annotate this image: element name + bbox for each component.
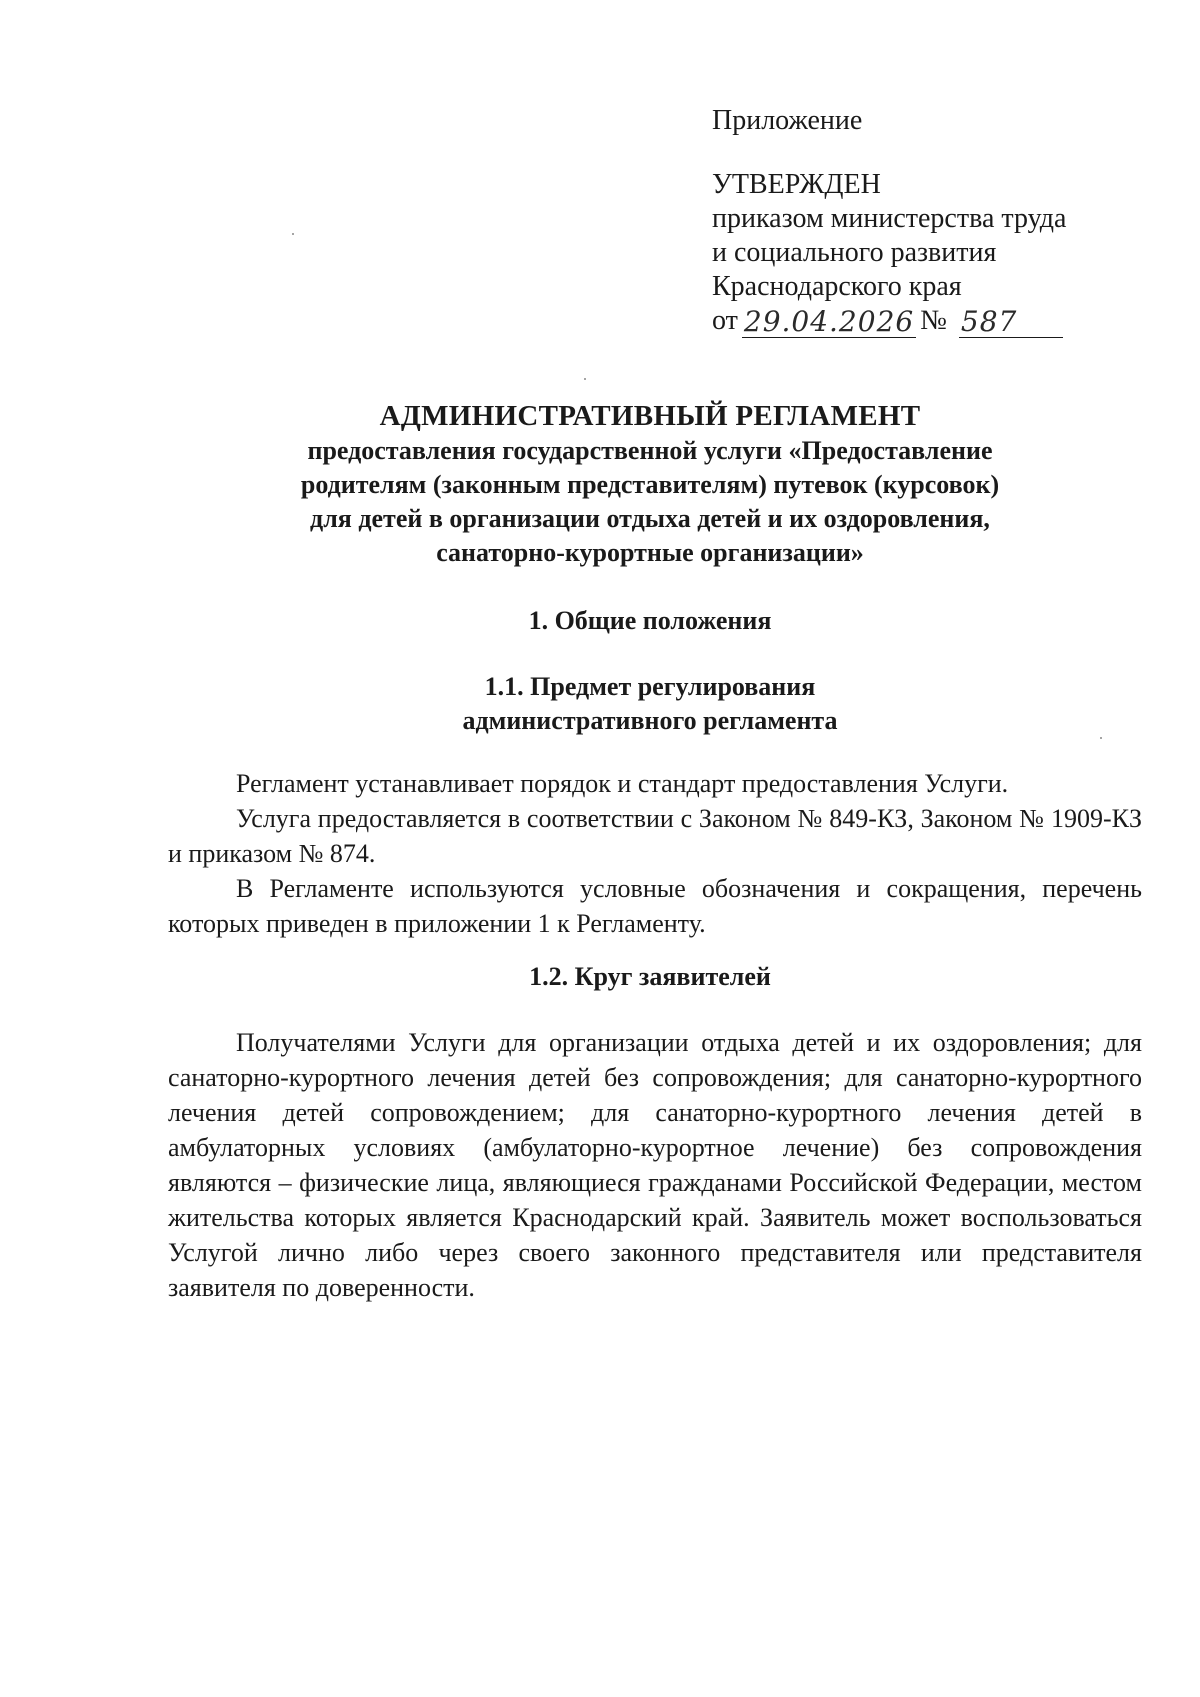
section-heading-general: 1. Общие положения (528, 606, 772, 635)
title-sub-line-3: для детей в организации отдыха детей и их оздоровления, (310, 504, 990, 533)
subsection-heading-applicants: 1.2. Круг заявителей (529, 962, 771, 991)
handwritten-date: 29.04.2026 (743, 305, 915, 338)
paragraph-subject-2: Услуга предоставляется в соответствии с Законом № 849-КЗ, Законом № 1909-КЗ и приказом № 874. (168, 804, 1142, 868)
title-sub-line-1: предоставления государственной услуги «Предоставление (307, 436, 993, 465)
date-prefix: от (712, 305, 738, 336)
appendix-label: Приложение (712, 105, 863, 136)
document-title (150, 398, 1150, 570)
title-sub-line-2: родителям (законным представителям) путевок (курсовок) (300, 470, 1000, 499)
approved-line-2: и социального развития (712, 237, 997, 268)
number-sign: № (920, 305, 947, 336)
order-date-number (712, 304, 1132, 338)
scan-speck (292, 233, 294, 235)
subsection-heading-subject-1: 1.1. Предмет регулирования (484, 672, 816, 701)
paragraph-subject-1: Регламент устанавливает порядок и стандарт предоставления Услуги. (236, 769, 1009, 798)
approval-block (712, 104, 1132, 338)
scan-speck (584, 378, 586, 380)
paragraph-subject-3: В Регламенте используются условные обозначения и сокращения, перечень которых приведен в приложении 1 к Регламенту. (168, 874, 1142, 938)
title-main: АДМИНИСТРАТИВНЫЙ РЕГЛАМЕНТ (379, 400, 921, 432)
title-sub-line-4: санаторно-курортные организации» (436, 538, 864, 567)
approved-line-1: приказом министерства труда (712, 203, 1067, 234)
approved-label: УТВЕРЖДЕН (712, 169, 881, 200)
approved-line-3: Краснодарского края (712, 271, 962, 302)
paragraph-applicants: Получателями Услуги для организации отдыха детей и их оздоровления; для санаторно-курортного лечения детей без сопровождения; для санаторно-курортного лечения детей сопровождением; для санаторно-курортного лечения детей в амбулаторных условиях (амбулаторно-курортное лечение) без сопровождения являются – физические лица, являющиеся гражданами Российской Федерации, местом жительства которых является Краснодарский край. Заявитель может воспользоваться Услугой лично либо через своего законного представителя или представителя заявителя по доверенности. (168, 1028, 1142, 1302)
subsection-heading-subject-2: административного регламента (462, 706, 838, 735)
handwritten-number: 587 (959, 307, 1063, 338)
